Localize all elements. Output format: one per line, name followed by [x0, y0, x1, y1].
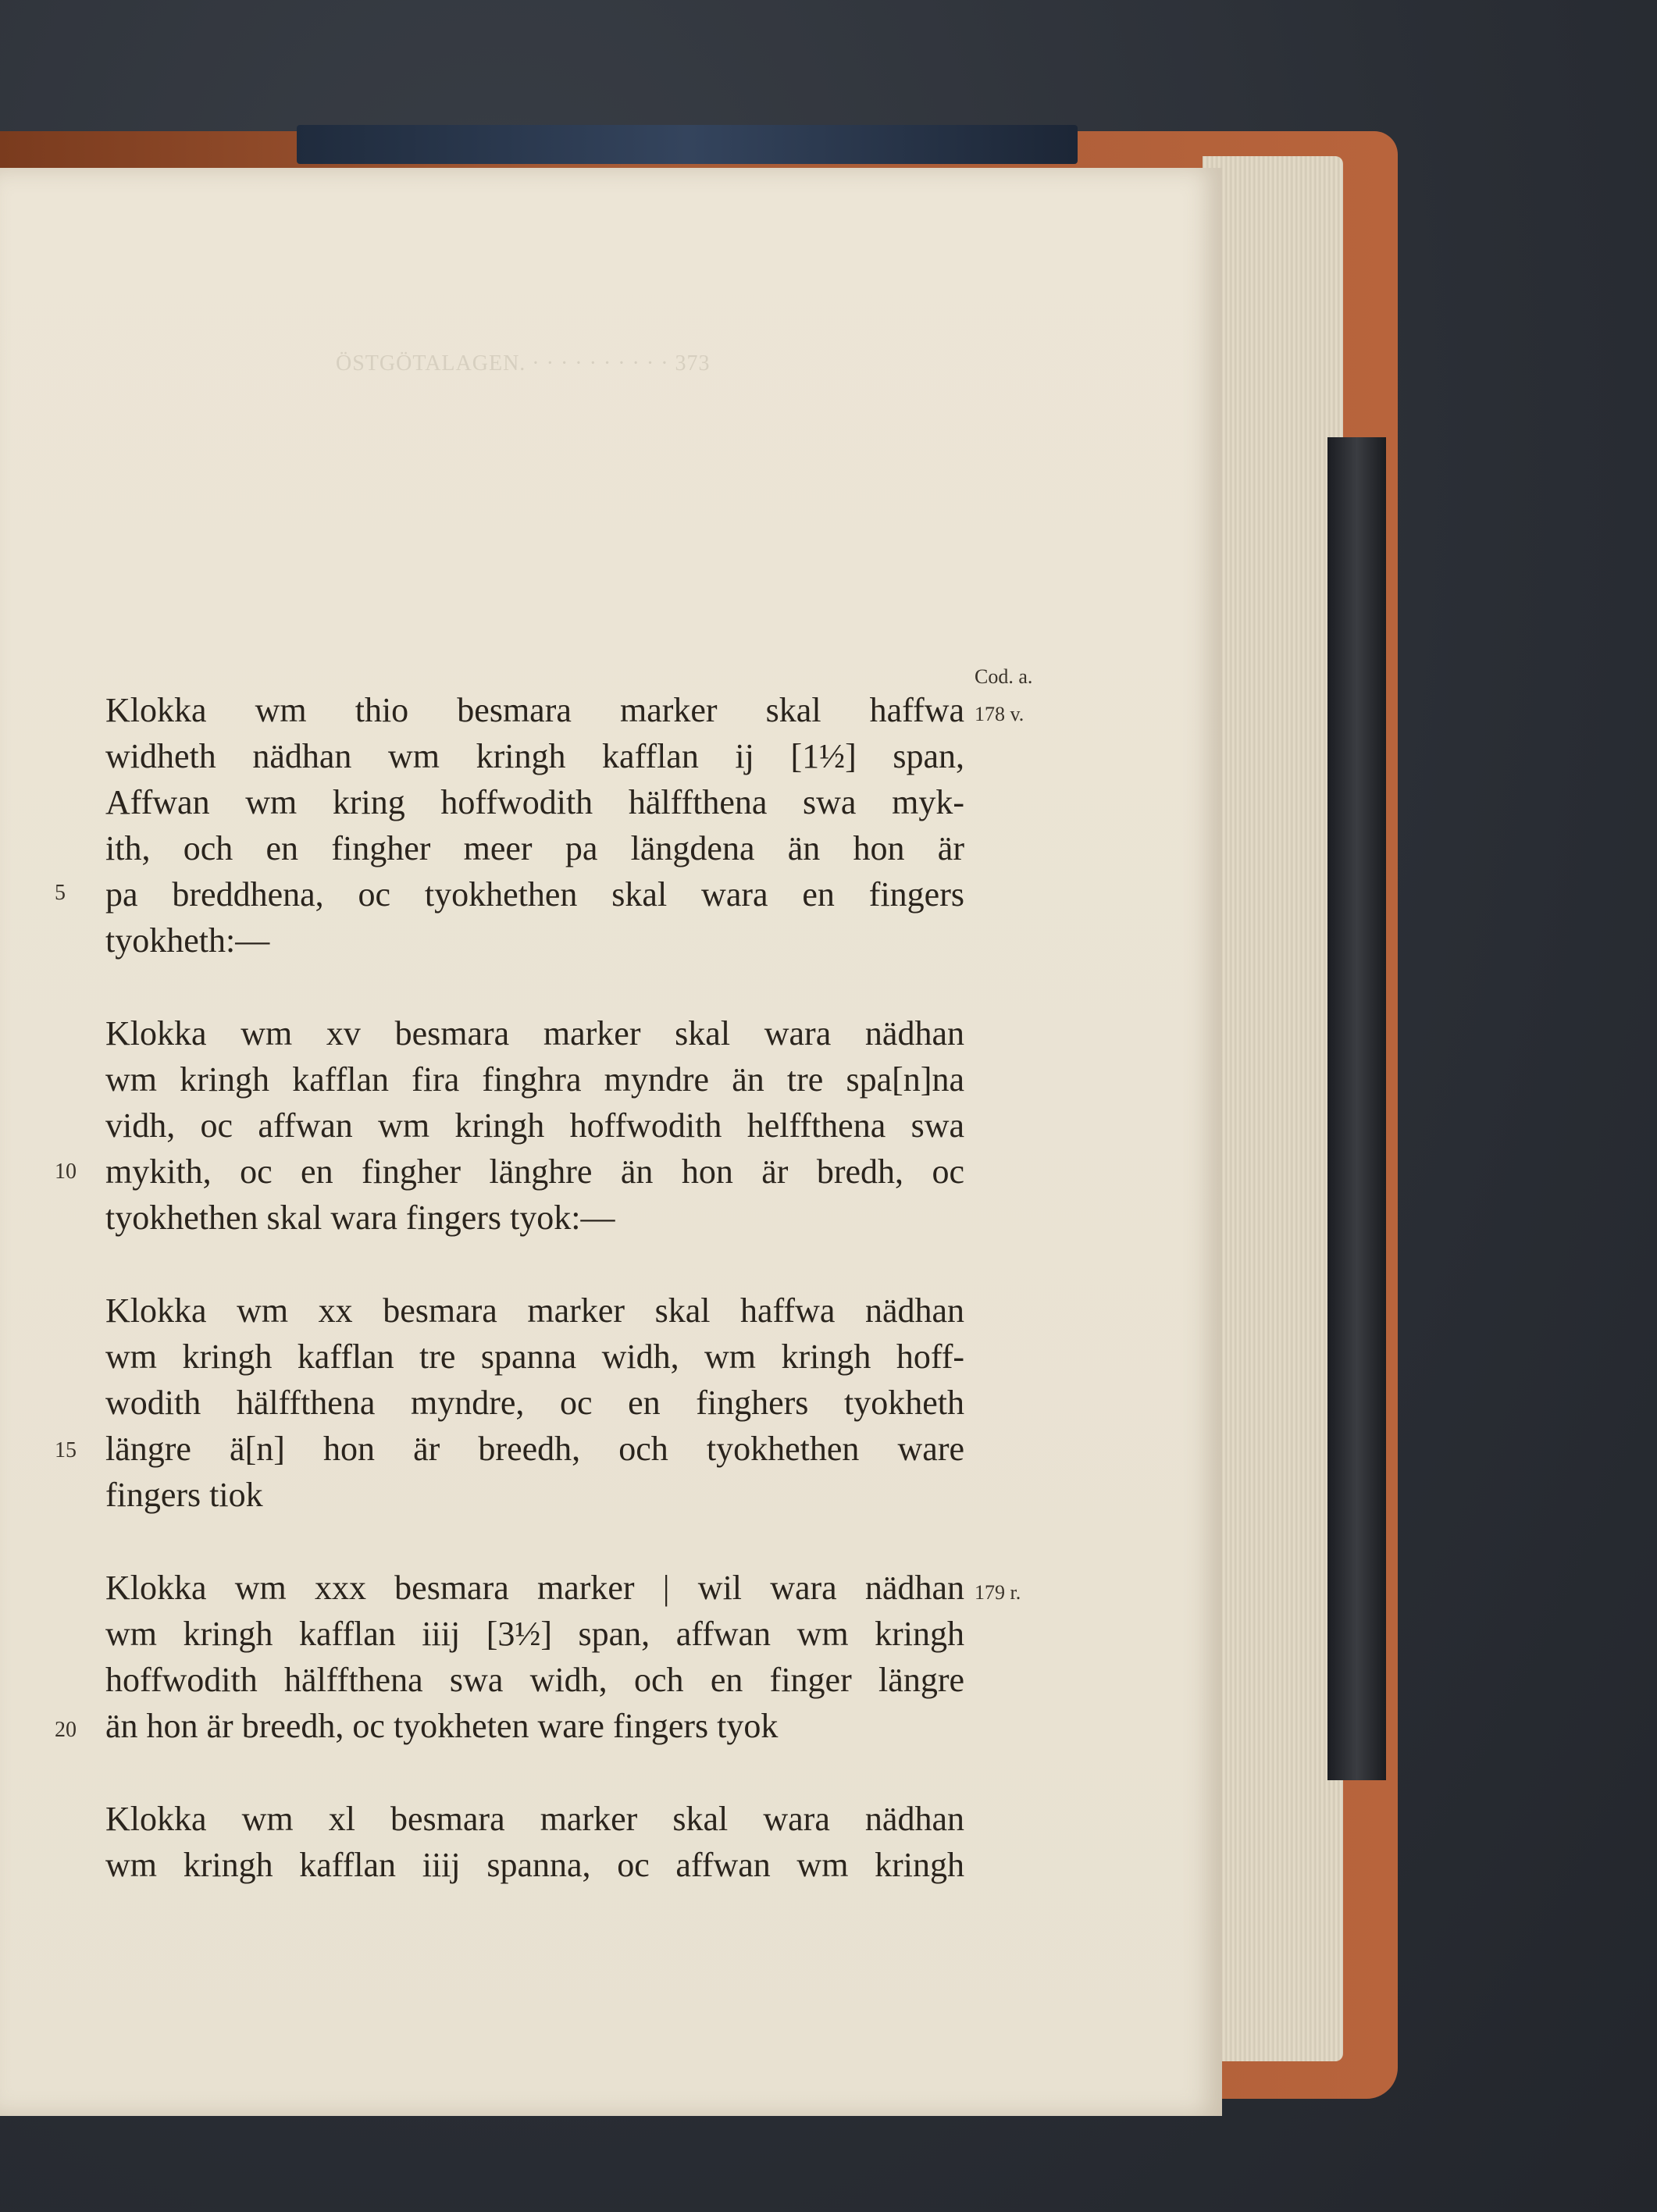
text-line: ith, och en fingher meer pa längdena än hon är [105, 829, 964, 867]
paragraph-3 [105, 1288, 964, 1518]
page-edges [1203, 156, 1343, 2061]
text-line: Klokka wm xl besmara marker skal wara nädhan [105, 1800, 964, 1838]
text-line: wm kringh kafflan tre spanna widh, wm kringh hoff- [105, 1338, 964, 1376]
folio-179r: 179 r. [975, 1581, 1021, 1604]
line-number-15: 15 [55, 1438, 77, 1462]
text-line: tyokheth:— [105, 921, 270, 960]
text-line: Klokka wm xxx besmara marker | wil wara nädhan [105, 1569, 964, 1607]
text-line: wm kringh kafflan iiij [3½] span, affwan wm kringh [105, 1615, 964, 1653]
text-line: fingers tiok [105, 1476, 263, 1514]
book-spine-top [297, 125, 1078, 164]
text-line: widheth nädhan wm kringh kafflan ij [1½] span, [105, 737, 964, 775]
text-line: längre ä[n] hon är breedh, och tyokhethen ware [105, 1430, 964, 1468]
line-number-10: 10 [55, 1159, 77, 1184]
paragraph-2 [105, 1010, 964, 1241]
text-line: wodith hälffthena myndre, oc en finghers tyokheth [105, 1384, 964, 1422]
folio-178v: 178 v. [975, 703, 1024, 725]
paragraph-5 [105, 1796, 964, 1888]
line-number-20: 20 [55, 1718, 77, 1742]
text-line: wm kringh kafflan fira finghra myndre än tre spa[n]na [105, 1060, 964, 1099]
text-line: pa breddhena, oc tyokhethen skal wara en fingers [105, 875, 964, 914]
text-line: Klokka wm xx besmara marker skal haffwa nädhan [105, 1291, 964, 1330]
text-body [105, 687, 964, 1935]
text-line: än hon är breedh, oc tyokheten ware fingers tyok [105, 1707, 779, 1745]
line-number-5: 5 [55, 881, 66, 905]
book-cover-edge [1327, 437, 1386, 1780]
paragraph-1 [105, 687, 964, 964]
bleed-through-header: ÖSTGÖTALAGEN. · · · · · · · · · · 373 [336, 351, 711, 376]
text-line: Klokka wm thio besmara marker skal haffwa [105, 691, 964, 729]
text-line: hoffwodith hälffthena swa widh, och en finger längre [105, 1661, 964, 1699]
paragraph-4 [105, 1565, 964, 1749]
text-line: Affwan wm kring hoffwodith hälffthena swa myk- [105, 783, 964, 821]
text-line: vidh, oc affwan wm kringh hoffwodith helffthena swa [105, 1106, 964, 1145]
text-line: mykith, oc en fingher länghre än hon är bredh, oc [105, 1152, 964, 1191]
codex-label: Cod. a. [975, 665, 1033, 688]
text-line: wm kringh kafflan iiij spanna, oc affwan wm kringh [105, 1846, 964, 1884]
text-line: Klokka wm xv besmara marker skal wara nädhan [105, 1014, 964, 1053]
text-line: tyokhethen skal wara fingers tyok:— [105, 1199, 615, 1237]
